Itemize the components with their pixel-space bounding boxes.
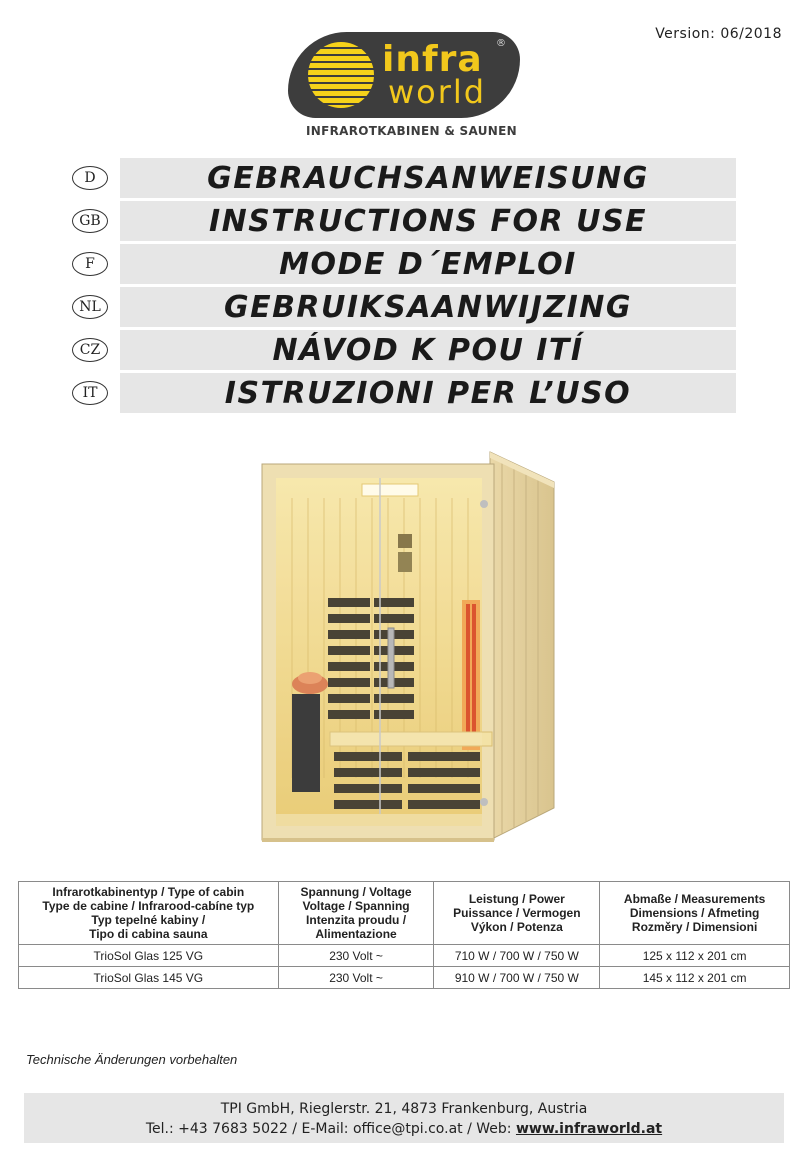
logo-subtitle: INFRAROTKABINEN & SAUNEN [306,124,517,138]
specifications-table [18,881,790,989]
language-title-bar [120,158,736,198]
logo-brand-top: infra [382,39,483,80]
language-title: GEBRAUCHSANWEISUNG [207,160,649,196]
footer-contact-text: Tel.: +43 7683 5022 / E-Mail: office@tpi.co.at / Web: [145,1121,516,1137]
header-line: Leistung / Power [468,892,565,906]
logo-brand-bottom: world [388,73,487,111]
header-line: Voltage / Spanning [302,899,410,913]
language-title: GEBRUIKSAANWIJZING [223,289,633,325]
header-line: Infrarotkabinentyp / Type of cabin [52,885,245,899]
header-measurements [600,882,790,945]
cell-power: 710 W / 700 W / 750 W [434,945,600,967]
language-title-bar [120,373,736,413]
registered-mark: ® [496,38,506,49]
cell-measurements: 125 x 112 x 201 cm [600,945,790,967]
website-link[interactable]: www.infraworld.at [515,1121,663,1137]
footer-contact-line [24,1119,784,1139]
header-line: Intenzita proudu / [306,913,407,927]
header-line: Spannung / Voltage [300,885,412,899]
header-cabin-type [19,882,279,945]
header-line: Puissance / Vermogen [453,906,581,920]
sun-icon [308,42,374,108]
header-line: Tipo di cabina sauna [89,927,208,941]
table-row [19,967,790,989]
header-line: Alimentazione [315,927,397,941]
footnote: Technische Änderungen vorbehalten [26,1052,238,1067]
header-line: Type de cabine / Infrarood-cabíne typ [42,899,255,913]
language-title-bar [120,287,736,327]
language-row-d [72,158,736,198]
language-code-badge: IT [72,381,108,405]
cell-cabin-type: TrioSol Glas 145 VG [19,967,279,989]
language-title: MODE D´EMPLOI [279,246,577,282]
language-code-badge: D [72,166,108,190]
language-row-it [72,373,736,413]
language-row-cz [72,330,736,370]
footer-address: TPI GmbH, Rieglerstr. 21, 4873 Frankenburg, Austria [220,1101,588,1117]
header-line: Rozměry / Dimensioni [631,920,758,934]
language-title: ISTRUZIONI PER L’USO [224,375,632,411]
cell-cabin-type: TrioSol Glas 125 VG [19,945,279,967]
language-code-badge: NL [72,295,108,319]
header-line: Výkon / Potenza [470,920,563,934]
language-title-bar [120,244,736,284]
version-label: Version: 06/2018 [655,26,782,42]
header-power [434,882,600,945]
infraworld-logo [286,28,522,146]
cell-power: 910 W / 700 W / 750 W [434,967,600,989]
language-row-f [72,244,736,284]
sauna-cabin-image [258,448,556,848]
language-title: INSTRUCTIONS FOR USE [208,203,648,239]
header-line: Abmaße / Measurements [623,892,766,906]
header-line: Dimensions / Afmeting [629,906,760,920]
table-header-row [19,882,790,945]
cell-voltage: 230 Volt ~ [278,945,434,967]
language-title-bar [120,201,736,241]
language-row-nl [72,287,736,327]
cell-measurements: 145 x 112 x 201 cm [600,967,790,989]
footer-contact [24,1093,784,1143]
header-voltage [278,882,434,945]
language-title-bar [120,330,736,370]
language-title: NÁVOD K POU ITÍ [272,332,584,368]
language-row-gb [72,201,736,241]
header-line: Typ tepelné kabiny / [91,913,206,927]
language-code-badge: CZ [72,338,108,362]
cell-voltage: 230 Volt ~ [278,967,434,989]
table-row [19,945,790,967]
language-code-badge: F [72,252,108,276]
language-code-badge: GB [72,209,108,233]
